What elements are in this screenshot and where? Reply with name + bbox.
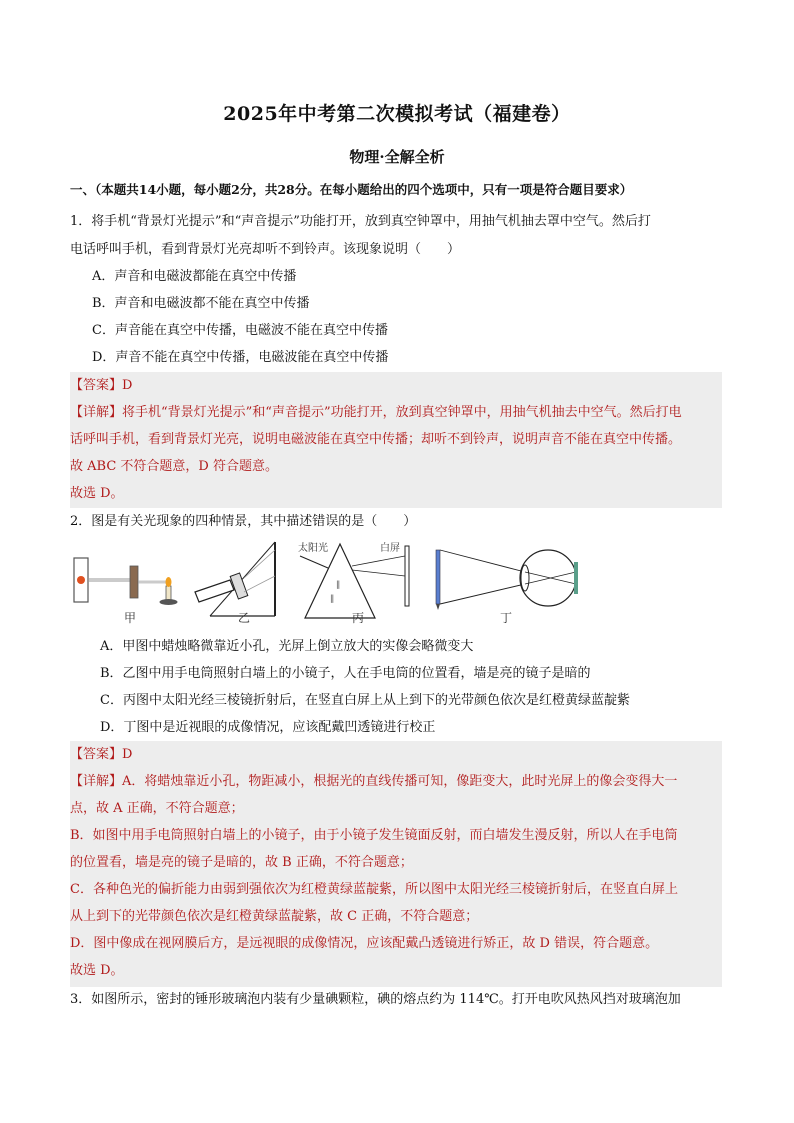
- fig-label-jia: 甲: [124, 611, 137, 625]
- answer-value: D: [122, 747, 133, 762]
- q2-answer: [70, 743, 725, 762]
- svg-text:∥: ∥: [330, 595, 335, 605]
- q2-detail-line1: [70, 770, 725, 789]
- q2-detail-line7: D．图中像成在视网膜后方，是远视眼的成像情况，应该配戴凸透镜进行矫正，故 D 错误，符合题意。: [70, 936, 659, 951]
- q2-option-d: D．丁图中是近视眼的成像情况，应该配戴凹透镜进行校正: [100, 720, 436, 735]
- figure-yi: [195, 542, 275, 616]
- section-heading: 一、（本题共14小题，每小题2分，共28分。在每小题给出的四个选项中，只有一项是符合题目要求）: [70, 182, 633, 197]
- q1-option-d: D．声音不能在真空中传播，电磁波能在真空中传播: [92, 350, 389, 365]
- q1-answer: [70, 374, 725, 393]
- q2-detail-line4: 的位置看，墙是亮的镜子是暗的，故 B 正确，不符合题意；: [70, 855, 413, 870]
- q2-detail-line6: 从上到下的光带颜色依次是红橙黄绿蓝靛紫，故 C 正确，不符合题意；: [70, 909, 479, 924]
- q2-detail-line5: C．各种色光的偏折能力由弱到强依次为红橙黄绿蓝靛紫，所以图中太阳光经三棱镜折射后，在竖直白屏上: [70, 882, 678, 897]
- q2-detail-line3: B．如图中用手电筒照射白墙上的小镜子，由于小镜子发生镜面反射，而白墙发生漫反射，所以人在手电筒: [70, 828, 678, 843]
- q1-stem-line2: 电话呼叫手机，看到背景灯光亮却听不到铃声。该现象说明（ ）: [70, 242, 461, 257]
- answer-label: 【答案】: [70, 378, 123, 393]
- detail-text: A．将蜡烛靠近小孔，物距减小，根据光的直线传播可知，像距变大，此时光屏上的像会变得大一: [122, 774, 678, 789]
- q1-detail-line3: 故 ABC 不符合题意，D 符合题意。: [70, 459, 278, 474]
- q2-option-c: C．丙图中太阳光经三棱镜折射后，在竖直白屏上从上到下的光带颜色依次是红橙黄绿蓝靛紫: [100, 693, 630, 708]
- q2-stem: 2．图是有关光现象的四种情景，其中描述错误的是（ ）: [70, 514, 417, 529]
- detail-label: 【详解】: [70, 774, 123, 789]
- answer-label: 【答案】: [70, 747, 123, 762]
- svg-text:∥: ∥: [336, 581, 341, 591]
- q2-conclusion: 故选 D。: [70, 963, 124, 978]
- figure-jia: [74, 558, 178, 605]
- fig-label-yi: 乙: [238, 611, 251, 625]
- figure-bing: [300, 544, 409, 618]
- q1-option-c: C．声音能在真空中传播，电磁波不能在真空中传播: [92, 323, 388, 338]
- fig-label-bing: 丙: [352, 611, 365, 625]
- exam-title: 2025年中考第二次模拟考试（福建卷）: [223, 103, 571, 125]
- fig-text-sunlight: 太阳光: [298, 543, 328, 554]
- q2-detail-line2: 点，故 A 正确，不符合题意；: [70, 801, 244, 816]
- q2-option-a: A．甲图中蜡烛略微靠近小孔，光屏上倒立放大的实像会略微变大: [100, 639, 474, 654]
- figure-ding: [436, 550, 578, 610]
- exam-subtitle: 物理·全解全析: [349, 148, 445, 166]
- q3-stem-line1: 3．如图所示，密封的锤形玻璃泡内装有少量碘颗粒，碘的熔点约为 114℃。打开电吹风热风挡对玻璃泡加: [70, 992, 681, 1007]
- q2-option-b: B．乙图中用手电筒照射白墙上的小镜子，人在手电筒的位置看，墙是亮的镜子是暗的: [100, 666, 591, 681]
- answer-value: D: [122, 378, 133, 393]
- q1-detail-line1: [70, 401, 725, 420]
- q1-detail-line2: 话呼叫手机，看到背景灯光亮，说明电磁波能在真空中传播；却听不到铃声，说明声音不能在真空中传播。: [70, 432, 682, 447]
- detail-label: 【详解】: [70, 405, 123, 420]
- fig-text-white-screen: 白屏: [380, 543, 400, 554]
- q1-option-a: A．声音和电磁波都能在真空中传播: [92, 269, 297, 284]
- q1-conclusion: 故选 D。: [70, 486, 124, 501]
- fig-label-ding: 丁: [500, 611, 513, 625]
- detail-text: 将手机“背景灯光提示”和“声音提示”功能打开，放到真空钟罩中，用抽气机抽去中空气。然后打电: [122, 405, 682, 420]
- q1-option-b: B．声音和电磁波都不能在真空中传播: [92, 296, 310, 311]
- q1-stem-line1: 1．将手机“背景灯光提示”和“声音提示”功能打开，放到真空钟罩中，用抽气机抽去罩中空气。然后打: [70, 214, 651, 229]
